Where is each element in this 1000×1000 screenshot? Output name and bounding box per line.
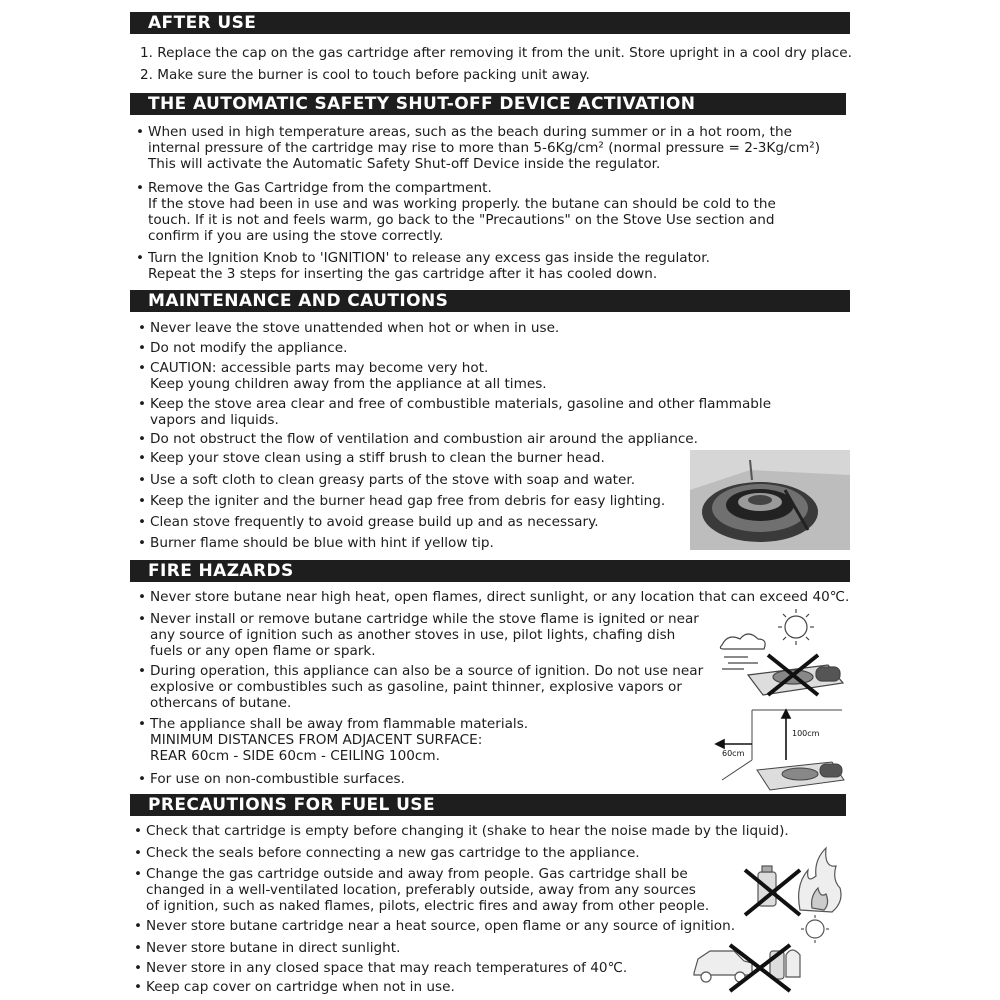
maintenance-bullet (138, 320, 560, 336)
maintenance-text-line: Keep the stove area clear and free of combustible materials, gasoline and other flammable (150, 396, 772, 412)
fire-text-line: Never install or remove butane cartridge while the stove flame is ignited or near (150, 611, 699, 627)
fuel-bullet (134, 979, 455, 995)
safety-text-line: touch. If it is not and feels warm, go back to the "Precautions" on the Stove Use section and (148, 212, 775, 228)
fuel-text-line: Check that cartridge is empty before changing it (shake to hear the noise made by the liquid). (146, 823, 789, 839)
maintenance-bullet (138, 340, 348, 356)
safety-text-line: When used in high temperature areas, such as the beach during summer or in a hot room, the (148, 124, 792, 140)
fuel-bullet (134, 845, 640, 861)
fire-text-line: During operation, this appliance can also be a source of ignition. Do not use near (150, 663, 704, 679)
bullet-dot: • (138, 340, 147, 356)
safety-bullet (136, 180, 776, 244)
safety-text-line: This will activate the Automatic Safety Shut-off Device inside the regulator. (148, 156, 661, 172)
fire-bullet (138, 716, 529, 764)
maintenance-text-line: Never leave the stove unattended when hot or when in use. (150, 320, 560, 336)
maintenance-text-line: Keep your stove clean using a stiff brush to clean the burner head. (150, 450, 605, 466)
after-use-item-2: 2. Make sure the burner is cool to touch before packing unit away. (140, 67, 590, 83)
maintenance-text-line: CAUTION: accessible parts may become very hot. (150, 360, 489, 376)
bullet-dot: • (134, 866, 143, 882)
maintenance-text-line: Keep young children away from the appliance at all times. (150, 376, 547, 392)
no-sunlight-stove-illustration (718, 605, 848, 700)
bullet-dot: • (138, 663, 147, 679)
fire-text-line: MINIMUM DISTANCES FROM ADJACENT SURFACE: (150, 732, 483, 748)
maintenance-text-line: Clean stove frequently to avoid grease build up and as necessary. (150, 514, 599, 530)
section-header-after-use: AFTER USE (130, 12, 850, 34)
fire-text-line: For use on non-combustible surfaces. (150, 771, 405, 787)
section-header-fuel-precautions: PRECAUTIONS FOR FUEL USE (130, 794, 846, 816)
bullet-dot: • (134, 823, 143, 839)
fuel-bullet (134, 866, 710, 914)
fire-text-line: explosive or combustibles such as gasoline, paint thinner, explosive vapors or (150, 679, 682, 695)
bullet-dot: • (138, 716, 147, 732)
clearance-distance-diagram (712, 700, 852, 795)
fuel-text-line: Never store butane cartridge near a heat source, open flame or any source of ignition. (146, 918, 736, 934)
bullet-dot: • (136, 250, 145, 266)
ceiling-distance-label: 100cm (792, 729, 820, 738)
after-use-item-1: 1. Replace the cap on the gas cartridge after removing it from the unit. Store upright in a cool dry place. (140, 45, 852, 61)
safety-text-line: internal pressure of the cartridge may rise to more than 5-6Kg/cm² (normal pressure = 2-3Kg/cm²) (148, 140, 820, 156)
fuel-text-line: Change the gas cartridge outside and away from people. Gas cartridge shall be (146, 866, 688, 882)
fire-text-line: othercans of butane. (150, 695, 292, 711)
fire-bullet (138, 663, 704, 711)
bullet-dot: • (134, 979, 143, 995)
side-distance-label: 60cm (722, 749, 745, 758)
bullet-dot: • (138, 396, 147, 412)
maintenance-text-line: Use a soft cloth to clean greasy parts of the stove with soap and water. (150, 472, 636, 488)
fire-text-line: any source of ignition such as another stoves in use, pilot lights, chafing dish (150, 627, 676, 643)
section-header-fire-hazards: FIRE HAZARDS (130, 560, 850, 582)
bullet-dot: • (138, 431, 147, 447)
maintenance-bullet (138, 535, 494, 551)
fire-bullet (138, 589, 850, 605)
safety-text-line: If the stove had been in use and was working properly. the butane can should be cold to the (148, 196, 776, 212)
bullet-dot: • (136, 180, 145, 196)
safety-bullet (136, 124, 820, 172)
maintenance-bullet (138, 472, 636, 488)
maintenance-bullet (138, 450, 605, 466)
stove-burner-illustration (690, 450, 850, 550)
bullet-dot: • (138, 320, 147, 336)
fuel-text-line: Keep cap cover on cartridge when not in use. (146, 979, 455, 995)
fire-bullet (138, 611, 699, 659)
fire-text-line: The appliance shall be away from flammable materials. (150, 716, 529, 732)
fire-text-line: REAR 60cm - SIDE 60cm - CEILING 100cm. (150, 748, 440, 764)
bullet-dot: • (138, 360, 147, 376)
maintenance-text-line: Do not modify the appliance. (150, 340, 348, 356)
fuel-text-line: changed in a well-ventilated location, preferably outside, away from any sources (146, 882, 696, 898)
maintenance-text-line: Do not obstruct the flow of ventilation and combustion air around the appliance. (150, 431, 698, 447)
maintenance-bullet (138, 396, 772, 428)
safety-text-line: Repeat the 3 steps for inserting the gas cartridge after it has cooled down. (148, 266, 658, 282)
maintenance-bullet (138, 431, 698, 447)
fire-bullet (138, 771, 405, 787)
section-header-safety-shutoff: THE AUTOMATIC SAFETY SHUT-OFF DEVICE ACTIVATION (130, 93, 846, 115)
fuel-bullet (134, 823, 789, 839)
fire-text-line: fuels or any open flame or spark. (150, 643, 376, 659)
bullet-dot: • (136, 124, 145, 140)
bullet-dot: • (138, 493, 147, 509)
maintenance-bullet (138, 514, 599, 530)
fuel-text-line: of ignition, such as naked flames, pilots, electric fires and away from other people. (146, 898, 710, 914)
no-sun-car-illustration (690, 915, 840, 995)
maintenance-bullet (138, 360, 547, 392)
bullet-dot: • (138, 535, 147, 551)
bullet-dot: • (138, 450, 147, 466)
safety-bullet (136, 250, 710, 282)
safety-text-line: Remove the Gas Cartridge from the compartment. (148, 180, 492, 196)
bullet-dot: • (134, 845, 143, 861)
maintenance-bullet (138, 493, 666, 509)
bullet-dot: • (134, 960, 143, 976)
fuel-bullet (134, 940, 401, 956)
section-header-maintenance: MAINTENANCE AND CAUTIONS (130, 290, 850, 312)
fuel-text-line: Never store butane in direct sunlight. (146, 940, 401, 956)
bullet-dot: • (134, 940, 143, 956)
fire-text-line: Never store butane near high heat, open flames, direct sunlight, or any location that can exceed 40℃. (150, 589, 850, 605)
bullet-dot: • (138, 611, 147, 627)
bullet-dot: • (138, 514, 147, 530)
bullet-dot: • (138, 589, 147, 605)
no-fire-cartridge-illustration (740, 840, 850, 920)
maintenance-text-line: Keep the igniter and the burner head gap free from debris for easy lighting. (150, 493, 666, 509)
fuel-text-line: Check the seals before connecting a new gas cartridge to the appliance. (146, 845, 640, 861)
bullet-dot: • (138, 771, 147, 787)
fuel-text-line: Never store in any closed space that may reach temperatures of 40℃. (146, 960, 628, 976)
bullet-dot: • (134, 918, 143, 934)
maintenance-text-line: vapors and liquids. (150, 412, 279, 428)
fuel-bullet (134, 960, 628, 976)
maintenance-text-line: Burner flame should be blue with hint if yellow tip. (150, 535, 494, 551)
bullet-dot: • (138, 472, 147, 488)
safety-text-line: confirm if you are using the stove correctly. (148, 228, 444, 244)
fuel-bullet (134, 918, 736, 934)
safety-text-line: Turn the Ignition Knob to 'IGNITION' to release any excess gas inside the regulator. (148, 250, 710, 266)
